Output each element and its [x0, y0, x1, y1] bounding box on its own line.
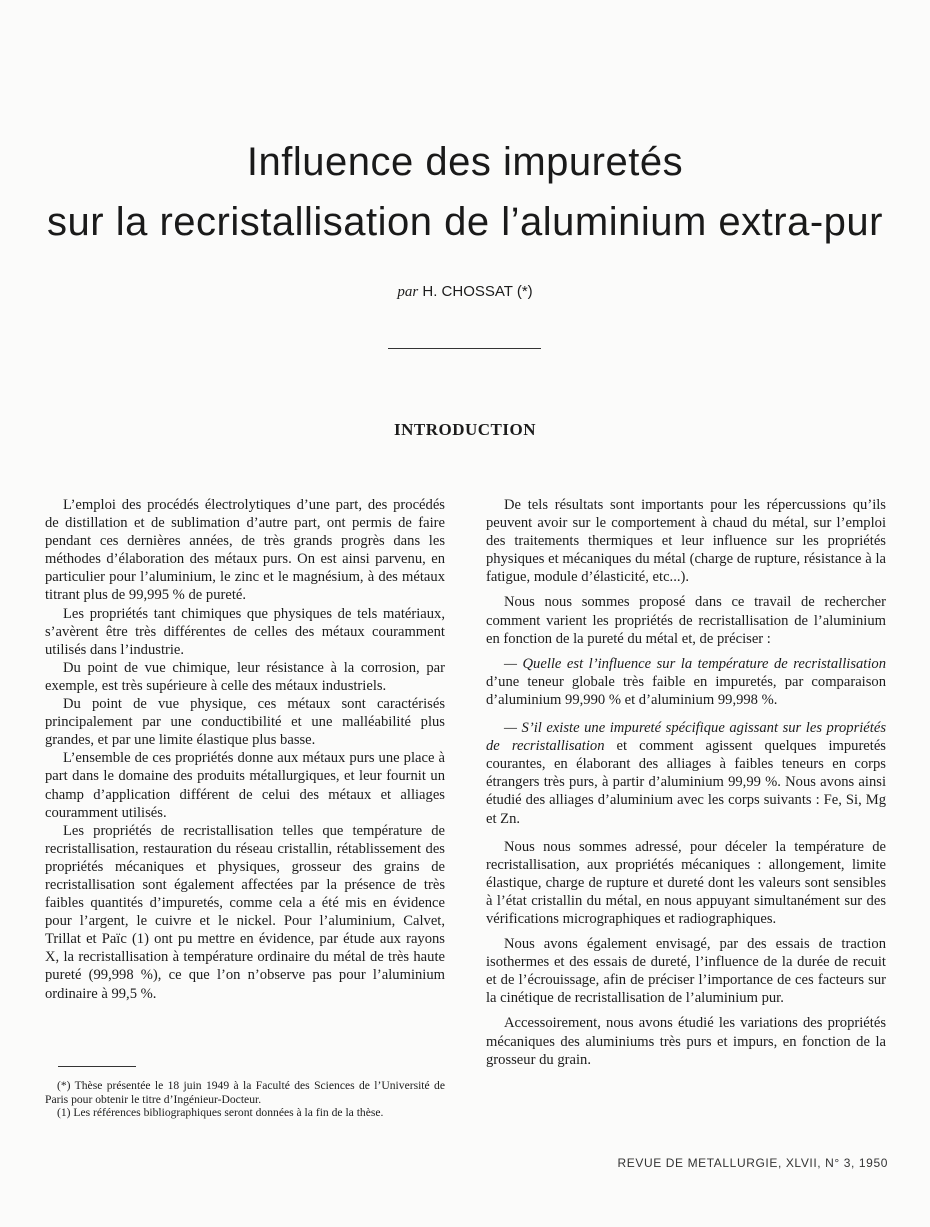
paragraph: Nous nous sommes adressé, pour déceler la température de recristallisation, aux propriétés mécaniques : allongement, limite élastique, charge de rupture et dureté dont les valeurs sont sensibles à l’état cristallin du métal, en nous appuyant simultanément sur des vérifications micrographiques et radiographiques. [486, 838, 886, 927]
author-name: H. CHOSSAT (*) [422, 283, 533, 300]
objective-text: d’une teneur globale très faible en impuretés, par comparaison d’aluminium 99,990 % et d’aluminium 99,998 %. [486, 673, 886, 708]
title-divider [388, 348, 541, 349]
left-column [45, 496, 445, 1003]
journal-reference: REVUE DE METALLURGIE, XLVII, N° 3, 1950 [617, 1156, 888, 1170]
right-column [486, 496, 886, 1076]
paragraph: L’emploi des procédés électrolytiques d’une part, des procédés de distillation et de sublimation d’autre part, ont permis de faire pendant ces dernières années, de très grands progrès dans les méthodes d’élaboration des métaux purs. On est ainsi parvenu, en particulier pour l’aluminium, le zinc et le magnésium, à des métaux titrant plus de 99,995 % de pureté. [45, 497, 445, 604]
paragraph: De tels résultats sont importants pour les répercussions qu’ils peuvent avoir sur le comportement à chaud du métal, sur l’emploi des traitements thermiques et leur influence sur les propriétés physiques et mécaniques du métal (charge de rupture, résistance à la fatigue, module d’élasticité, etc...). [486, 497, 886, 586]
footnote-divider [58, 1066, 136, 1067]
objective-item [486, 719, 886, 828]
objective-emphasis: — S’il existe une impureté spécifique agissant sur les propriétés de recristallisation [486, 720, 886, 755]
paragraph: Les propriétés tant chimiques que physiques de tels matériaux, s’avèrent être très différentes de celles des métaux couramment utilisés dans l’industrie. [45, 605, 445, 658]
title-line-2: sur la recristallisation de l’aluminium extra-pur [47, 200, 883, 244]
footnotes [45, 1079, 445, 1120]
objective-text: et comment agissent quelques impuretés courantes, en élaborant des alliages à faibles teneurs en corps étrangers très purs, à partir d’aluminium 99,99 %. Nous avons ainsi étudié des alliages d’aluminium avec les corps suivants : Fe, Si, Mg et Zn. [486, 738, 886, 827]
author-line [0, 283, 930, 301]
author-prefix: par [397, 284, 419, 300]
paragraph: Du point de vue physique, ces métaux sont caractérisés principalement par une conductibilité et une malléabilité plus grandes, et par une limite élastique plus basse. [45, 696, 445, 749]
paragraph: Du point de vue chimique, leur résistance à la corrosion, par exemple, est très supérieure à celle des métaux industriels. [45, 659, 445, 694]
footnote: (1) Les références bibliographiques seront données à la fin de la thèse. [57, 1106, 384, 1119]
section-heading: INTRODUCTION [393, 420, 537, 439]
title-line-1: Influence des impuretés [246, 140, 684, 184]
paragraph: L’ensemble de ces propriétés donne aux métaux purs une place à part dans le domaine des produits métallurgiques, et leur fournit un champ d’application différent de celui des métaux et alliages couramment utilisés. [45, 750, 445, 821]
footnote: (*) Thèse présentée le 18 juin 1949 à la Faculté des Sciences de l’Université de Paris pour obtenir le titre d’Ingénieur-Docteur. [45, 1079, 445, 1106]
objective-item [486, 655, 886, 709]
objective-emphasis: — Quelle est l’influence sur la température de recristallisation [504, 655, 886, 672]
paragraph: Accessoirement, nous avons étudié les variations des propriétés mécaniques des aluminiums très purs et impurs, en fonction de la grosseur du grain. [486, 1015, 886, 1068]
paragraph: Nous avons également envisagé, par des essais de traction isothermes et des essais de dureté, l’influence de la durée de recuit et de l’écrouissage, afin de préciser l’importance de ces facteurs sur la cinétique de recristallisation de l’aluminium pur. [486, 936, 886, 1007]
paragraph: Les propriétés de recristallisation telles que température de recristallisation, restauration du réseau cristallin, rétablissement des propriétés mécaniques et physiques, grosseur des grains de recristallisation sont également affectées par la présence de très faibles quantités d’impuretés, comme cela a été mis en évidence pour l’argent, le cuivre et le nickel. Pour l’aluminium, Calvet, Trillat et Païc (1) ont pu mettre en évidence, par étude aux rayons X, la recristallisation à température ordinaire du métal de très haute pureté (99,998 %), ce que l’on n’observe pas pour l’aluminium ordinaire à 99,5 %. [45, 822, 445, 1002]
paragraph: Nous nous sommes proposé dans ce travail de rechercher comment varient les propriétés de recristallisation de l’aluminium en fonction de la pureté du métal et, de préciser : [486, 594, 886, 647]
